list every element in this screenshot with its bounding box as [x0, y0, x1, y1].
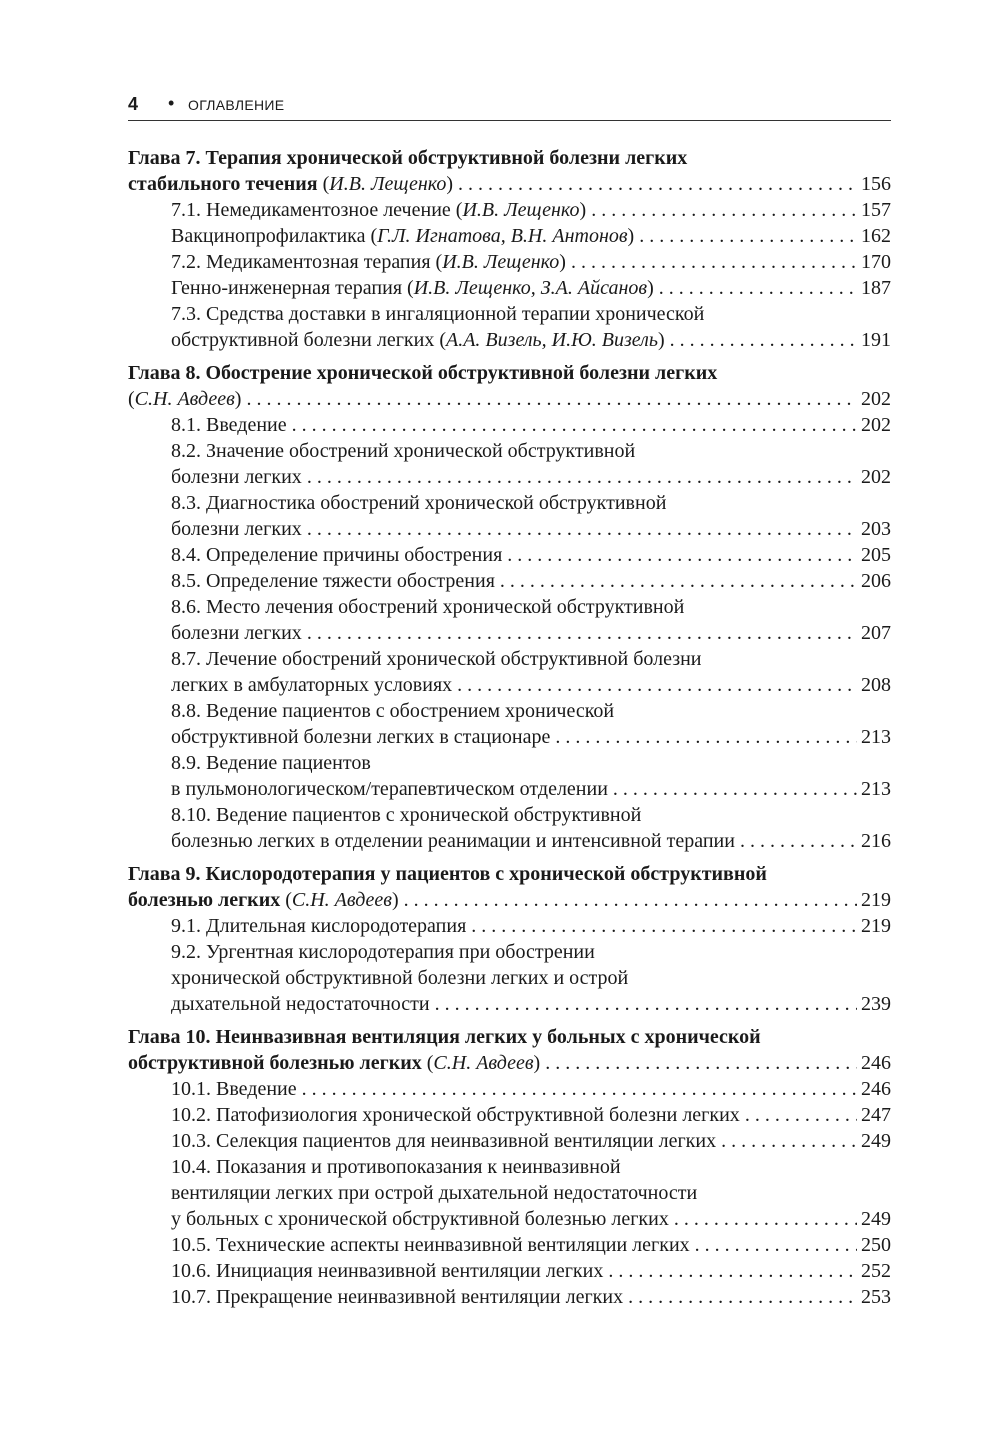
section-label — [171, 913, 857, 939]
page-ref: 202 — [861, 388, 891, 410]
chapter-label: болезнью легких (С.Н. Авдеев) . . . — [128, 887, 857, 913]
page-ref: 170 — [861, 251, 891, 273]
page-ref: 216 — [861, 830, 891, 852]
section-entry[interactable] — [128, 913, 891, 939]
section-title: 7.1. Немедикаментозное лечение ( — [171, 199, 463, 221]
section-label — [171, 672, 857, 698]
section-label — [171, 223, 857, 249]
section-title: у больных с хронической обструктивной болезнью легких — [171, 1208, 669, 1230]
section-entry[interactable] — [128, 594, 891, 646]
page-ref: 250 — [861, 1234, 891, 1256]
chapter-title-continuation: обструктивной болезнью легких — [128, 1052, 422, 1074]
section-last-line — [171, 542, 891, 568]
section-title-line: 10.4. Показания и противопоказания к неинвазивной — [171, 1156, 621, 1178]
section-entry[interactable] — [128, 197, 891, 223]
section-label — [171, 1232, 857, 1258]
section-label — [171, 1102, 857, 1128]
page-ref: 156 — [861, 173, 891, 195]
page-ref: 249 — [861, 1208, 891, 1230]
section-label — [171, 991, 857, 1017]
section-last-line — [171, 828, 891, 854]
section-title: обструктивной болезни легких ( — [171, 329, 446, 351]
section-title: Генно-инженерная терапия ( — [171, 277, 414, 299]
section-last-line — [171, 724, 891, 750]
chapter-authors: С.Н. Авдеев — [291, 889, 392, 911]
section-title-line: 8.7. Лечение обострений хронической обструктивной болезни — [171, 648, 702, 670]
section-last-line — [171, 1206, 891, 1232]
section-entry[interactable] — [128, 223, 891, 249]
chapter-authors: С.Н. Авдеев — [433, 1052, 534, 1074]
section-entry[interactable] — [128, 568, 891, 594]
chapter-title-last-line — [128, 1050, 891, 1076]
chapter-entry[interactable] — [128, 1024, 891, 1310]
section-title: 9.1. Длительная кислородотерапия — [171, 915, 467, 937]
section-label — [171, 542, 857, 568]
section-title: 10.2. Патофизиология хронической обструктивной болезни легких — [171, 1104, 740, 1126]
page-ref: 219 — [861, 889, 891, 911]
section-entry[interactable] — [128, 750, 891, 802]
section-title: легких в амбулаторных условиях — [171, 674, 453, 696]
page-ref: 203 — [861, 518, 891, 540]
page-ref: 249 — [861, 1130, 891, 1152]
section-title: в пульмонологическом/терапевтическом отделении — [171, 778, 608, 800]
section-title-line: 8.6. Место лечения обострений хронической обструктивной — [171, 596, 685, 618]
section-last-line — [171, 913, 891, 939]
section-title-line: вентиляции легких при острой дыхательной недостаточности — [171, 1182, 698, 1204]
chapter-label: стабильного течения (И.В. Лещенко) . . . — [128, 171, 857, 197]
section-entry[interactable] — [128, 412, 891, 438]
bullet-icon: • — [168, 93, 175, 113]
chapter-title: Глава 9. Кислородотерапия у пациентов с хронической обструктивной — [128, 863, 767, 885]
page-ref: 205 — [861, 544, 891, 566]
section-title: болезни легких — [171, 622, 302, 644]
page-ref: 208 — [861, 674, 891, 696]
section-last-line — [171, 991, 891, 1017]
page-number: 4 — [128, 94, 139, 114]
page-ref: 213 — [861, 778, 891, 800]
section-entry[interactable] — [128, 1284, 891, 1310]
section-entry[interactable] — [128, 698, 891, 750]
page-ref: 247 — [861, 1104, 891, 1126]
section-last-line — [171, 249, 891, 275]
section-label — [171, 249, 857, 275]
section-label — [171, 1258, 857, 1284]
section-title: 10.1. Введение — [171, 1078, 297, 1100]
section-label — [171, 1284, 857, 1310]
section-title-line: 8.9. Ведение пациентов — [171, 752, 371, 774]
section-last-line — [171, 464, 891, 490]
section-label — [171, 327, 857, 353]
section-last-line — [171, 672, 891, 698]
section-entry[interactable] — [128, 1258, 891, 1284]
section-entry[interactable] — [128, 939, 891, 1017]
section-title: 7.2. Медикаментозная терапия ( — [171, 251, 443, 273]
section-title: болезни легких — [171, 466, 302, 488]
section-last-line — [171, 1076, 891, 1102]
page-ref: 207 — [861, 622, 891, 644]
chapter-label: (С.Н. Авдеев) . . . — [128, 386, 857, 412]
page-ref: 239 — [861, 993, 891, 1015]
page-ref: 253 — [861, 1286, 891, 1308]
section-title: 10.7. Прекращение неинвазивной вентиляции легких — [171, 1286, 624, 1308]
page-ref: 213 — [861, 726, 891, 748]
page-ref: 202 — [861, 466, 891, 488]
section-last-line — [171, 327, 891, 353]
section-entry[interactable] — [128, 249, 891, 275]
section-last-line — [171, 412, 891, 438]
section-title: 10.3. Селекция пациентов для неинвазивной вентиляции легких — [171, 1130, 717, 1152]
chapter-title-last-line — [128, 887, 891, 913]
section-label — [171, 1128, 857, 1154]
section-label — [171, 1206, 857, 1232]
section-authors: Г.Л. Игнатова, В.Н. Антонов — [377, 225, 628, 247]
running-header — [128, 94, 891, 121]
section-authors: И.В. Лещенко, З.А. Айсанов — [413, 277, 648, 299]
section-last-line — [171, 275, 891, 301]
section-label — [171, 197, 857, 223]
section-entry[interactable] — [128, 1232, 891, 1258]
page-ref: 246 — [861, 1078, 891, 1100]
section-title: Вакцинопрофилактика ( — [171, 225, 378, 247]
page-ref: 202 — [861, 414, 891, 436]
section-entry[interactable] — [128, 1076, 891, 1102]
section-entry[interactable] — [128, 275, 891, 301]
chapter-label: обструктивной болезнью легких (С.Н. Авдеев) . . . — [128, 1050, 857, 1076]
chapter-title-continuation: болезнью легких — [128, 889, 281, 911]
section-label — [171, 275, 857, 301]
chapter-authors: И.В. Лещенко — [329, 173, 447, 195]
section-title-line: 9.2. Ургентная кислородотерапия при обострении — [171, 941, 595, 963]
section-entry[interactable] — [128, 1102, 891, 1128]
section-authors-close: ) — [579, 199, 587, 221]
section-entry[interactable] — [128, 1154, 891, 1232]
page-ref: 206 — [861, 570, 891, 592]
section-title-line: 8.2. Значение обострений хронической обструктивной — [171, 440, 636, 462]
section-label — [171, 620, 857, 646]
section-title: 10.5. Технические аспекты неинвазивной вентиляции легких — [171, 1234, 690, 1256]
section-last-line — [171, 1232, 891, 1258]
chapter-title: Глава 10. Неинвазивная вентиляция легких у больных с хронической — [128, 1026, 761, 1048]
page-ref: 246 — [861, 1052, 891, 1074]
section-last-line — [171, 1284, 891, 1310]
section-authors: И.В. Лещенко — [462, 199, 580, 221]
page-ref: 252 — [861, 1260, 891, 1282]
chapter-title-last-line — [128, 386, 891, 412]
section-title: болезни легких — [171, 518, 302, 540]
section-authors-close: ) — [627, 225, 635, 247]
section-title: болезнью легких в отделении реанимации и интенсивной терапии — [171, 830, 735, 852]
section-title-line: хронической обструктивной болезни легких и острой — [171, 967, 629, 989]
section-last-line — [171, 223, 891, 249]
section-label — [171, 1076, 857, 1102]
page-ref: 187 — [861, 277, 891, 299]
chapter-authors: С.Н. Авдеев — [134, 388, 235, 410]
page-ref: 162 — [861, 225, 891, 247]
section-authors: И.В. Лещенко — [442, 251, 560, 273]
section-title-line: 7.3. Средства доставки в ингаляционной терапии хронической — [171, 303, 705, 325]
section-last-line — [171, 1258, 891, 1284]
section-authors-close: ) — [559, 251, 566, 273]
section-entry[interactable] — [128, 490, 891, 542]
section-title: дыхательной недостаточности — [171, 993, 430, 1015]
section-label — [171, 412, 857, 438]
section-entry[interactable] — [128, 1128, 891, 1154]
section-label — [171, 724, 857, 750]
section-authors-close: ) — [657, 329, 665, 351]
section-title: 8.5. Определение тяжести обострения — [171, 570, 495, 592]
section-last-line — [171, 197, 891, 223]
page-ref: 219 — [861, 915, 891, 937]
section-last-line — [171, 516, 891, 542]
section-label — [171, 568, 857, 594]
section-entry[interactable] — [128, 802, 891, 854]
section-label — [171, 516, 857, 542]
section-title: 8.4. Определение причины обострения — [171, 544, 503, 566]
section-last-line — [171, 776, 891, 802]
section-label — [171, 776, 857, 802]
section-last-line — [171, 1128, 891, 1154]
chapter-entry[interactable] — [128, 861, 891, 1017]
section-entry[interactable] — [128, 542, 891, 568]
section-title: 10.6. Инициация неинвазивной вентиляции легких — [171, 1260, 604, 1282]
section-authors: А.А. Визель, И.Ю. Визель — [445, 329, 658, 351]
chapter-entry[interactable] — [128, 145, 891, 353]
section-label — [171, 464, 857, 490]
running-title: ОГЛАВЛЕНИЕ — [188, 97, 285, 113]
chapter-title: Глава 8. Обострение хронической обструктивной болезни легких — [128, 362, 718, 384]
table-of-contents — [128, 145, 891, 1317]
section-last-line — [171, 568, 891, 594]
section-title: 8.1. Введение — [171, 414, 287, 436]
page-ref: 191 — [861, 329, 891, 351]
section-entry[interactable] — [128, 438, 891, 490]
chapter-entry[interactable] — [128, 360, 891, 854]
section-last-line — [171, 1102, 891, 1128]
chapter-title-last-line — [128, 171, 891, 197]
section-title-line: 8.8. Ведение пациентов с обострением хронической — [171, 700, 615, 722]
section-title-line: 8.10. Ведение пациентов с хронической обструктивной — [171, 804, 642, 826]
chapter-title-continuation: стабильного течения — [128, 173, 318, 195]
page-ref: 157 — [861, 199, 891, 221]
section-title: обструктивной болезни легких в стационаре — [171, 726, 551, 748]
section-label — [171, 828, 857, 854]
section-entry[interactable] — [128, 301, 891, 353]
section-entry[interactable] — [128, 646, 891, 698]
section-authors-close: ) — [647, 277, 654, 299]
chapter-title: Глава 7. Терапия хронической обструктивной болезни легких — [128, 147, 688, 169]
section-title-line: 8.3. Диагностика обострений хронической обструктивной — [171, 492, 667, 514]
section-last-line — [171, 620, 891, 646]
